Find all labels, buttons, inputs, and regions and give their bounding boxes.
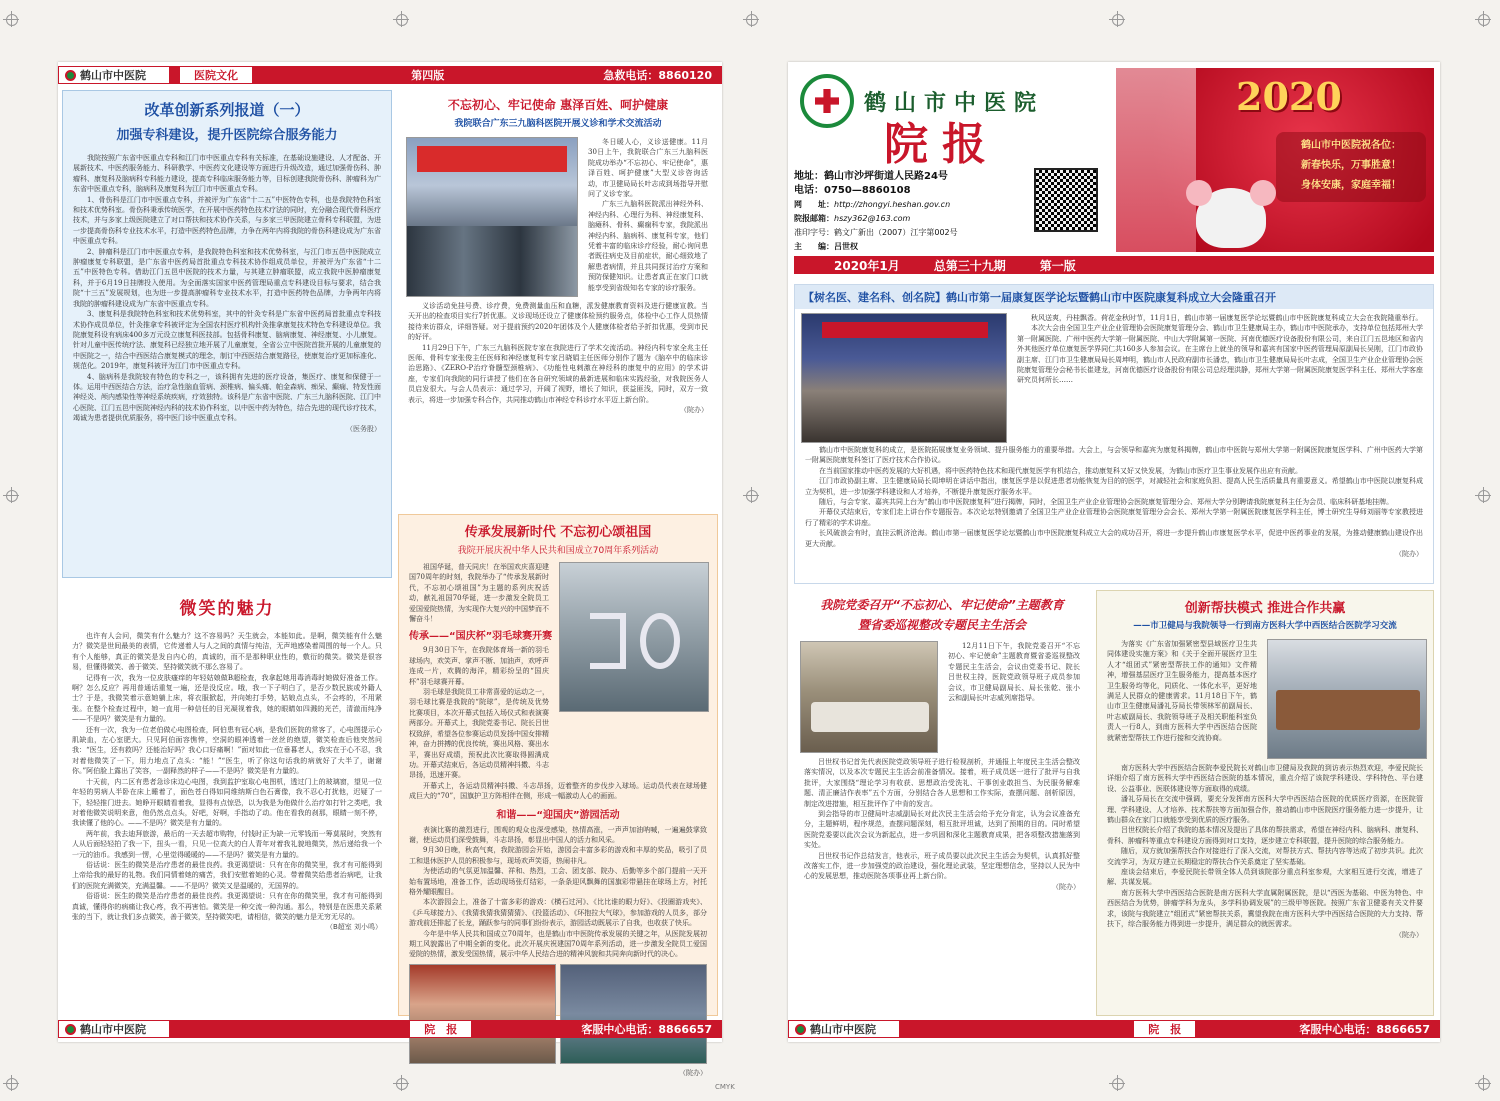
section-heading: 和谐——“迎国庆”游园活动 (496, 809, 620, 821)
article-body (938, 641, 1090, 753)
paragraph: 到会指导的市卫健局叶志威副局长对此次民主生活会给予充分肯定，认为会议准备充分，主题鲜明，程序规范，查摆问题深刻，相互批评坦诚，达到了预期的目的。同时希望医院党委要以此次会议为新起点，进一步巩固和深化主题教育成果，把各项整改措施落到实处。 (804, 810, 1080, 850)
article-title: 传承发展新时代 不忘初心颂祖国 (464, 525, 652, 540)
crop-mark-icon (746, 490, 758, 502)
paragraph: 为落实《广东省加强紧密型县域医疗卫生共同体建设实施方案》和《关于全面开展医疗卫生人才“组团式”紧密型帮扶工作的通知》文件精神，增强基层医疗卫生服务能力，提高基本医疗卫生服务均等化，同质化、一体化水平，更好地满足人民群众的健康需求。11月18日下午，鹤山市卫生健康局潘礼芬局长带领林军前副局长、叶志威副局长、我院领导班子及相关职能科室负责人一行8人，到南方医科大学中西医结合医院就紧密型帮扶工作进行接和交流协商。 (1107, 640, 1257, 742)
paper-title: 院报 (884, 119, 1000, 170)
paragraph: 冬日暖人心，义诊送健康。11月30日上午，我院联合广东三九脑科医院成功举办“不忘初心、牢记使命”，惠泽百姓、呵护健康”大型义诊咨询活动，市卫健局局长叶志成到场指导并慰问了义诊专家。 (588, 138, 708, 199)
article-title: 我院党委召开“不忘初心、牢记使命”主题教育 (820, 598, 1064, 612)
article-free-clinic (398, 90, 718, 508)
issue-bar (794, 256, 1434, 274)
paragraph: 本次大会由全国卫生产业企业管理协会医院康复管理分会、鹤山市卫生健康局主办，鹤山市中医院承办，支持单位包括郑州大学第一附属医院、广州中医药大学第一附属医院、中山大学附属第一医院、河南优德医疗设备股份有限公司，来自江门五邑地区和省内外其他医疗单位康复医学界同仁共160多人参加会议。在主席台上就坐的领导和嘉宾有国家中医药管理局原副局长吴刚，江门市政协副主席、江门市卫生健康局局长周坤明，鹤山市人民政府副市长潘忠，鹤山市卫生健康局局长叶志成，全国卫生产业企业管理协会医院康复管理分会秘书长崔建龙，河南优德医疗设备股份有限公司总经理洪静，郑州大学第一附属医院康复医学科主任、郑州大学客座研究员何所长…… (1017, 324, 1423, 385)
article-body (62, 631, 392, 922)
paragraph: 鹤山市中医院康复科的成立，是医院拓展康复业务领域、提升服务能力的重要举措。大会上，与会领导和嘉宾为康复科揭牌，鹤山市中医院与郑州大学第一附属医院康复医学科、广州中医药大学第一附属医院康复科签订了医疗技术合作协议。 (805, 446, 1423, 465)
hospital-emblem-icon (800, 74, 854, 128)
issue-edition: 第一版 (1039, 258, 1076, 273)
article-body (399, 781, 717, 802)
article-source: （院办） (1052, 882, 1080, 891)
crop-mark-icon (1478, 14, 1490, 26)
mouse-mascot-icon (1196, 188, 1266, 248)
qr-code-icon[interactable] (1034, 168, 1098, 232)
paragraph: 4、脑病科是我院较有特色的专科之一，该科拥有先进的医疗设备，集医疗、康复和保健于一体。运用中西医结合方法，治疗急性脑血管病、颈椎病、偏头痛、帕金森病、痴呆、癫痫、特发性面神经炎、颅内感染性等神经系统疾病，疗效独特。该科是广东省中医院、广东三九脑科医院、江门中心医院、江门五邑中医院神经内科的技术协作科室，以中医中药为特色，结合先进的现代诊疗技术，竭诚为患者提供优质服务，将中医门诊中医重点专科。 (73, 372, 381, 423)
badminton-match-photo (560, 964, 707, 1064)
article-body (1097, 639, 1267, 759)
article-source: （院办） (1395, 550, 1423, 559)
paragraph: 表演比赛的激烈进行，围观的观众也深受感染，热情高涨，一声声加油呐喊，一遍遍鼓掌致谢，使运动员们深受鼓舞，斗志昂扬，彰显出中国人的活力和风采。 (409, 825, 707, 844)
article-title: 【树名医、建名科、创名院】鹤山市第一届康复医学论坛暨鹤山市中医院康复科成立大会隆重召开 (795, 285, 1433, 309)
paragraph: 2、肿瘤科是江门市中医重点专科，是我院特色科室和技术优势科室，与江门市五邑中医院成立肿瘤康复专科联盟，是广东省中医药局首批重点专科技术协作组成员单位，并被评为广东省“十二五”中医特色专科。借助江门五邑中医院的技术力量，与其建立肿瘤联盟，成立我院中医肿瘤康复科，并于6月19日挂牌投入使用。为全面落实国家中医药管理局重点专科建设目标与要求，结合我院“十三五”发展规划，也为进一步提高肿瘤科专业技术水平，打造中医药特色品牌，力争两年内将我院的肿瘤科建设成为广东省中医重点专科。 (73, 247, 381, 308)
crop-mark-icon (1112, 1078, 1124, 1090)
paragraph: 9月30日下午，在我院体育场一新的羽毛球场内，欢笑声、掌声不断、加油声，欢呼声连成一片，欢腾的海洋，精彩纷呈的“国庆杯”羽毛球赛开幕。 (409, 646, 549, 686)
crop-mark-icon (1112, 14, 1124, 26)
color-bar-label: CMYK (715, 1083, 735, 1091)
article-party-meeting (794, 590, 1090, 1016)
paragraph: 为使活动的气氛更加温馨、祥和、热烈，工会、团支部、院办、后勤等多个部门提前一天开始布置场地，准备工作，活动现场张灯结彩，一条条迎风飘舞的国旗彩带悬挂在球场上方，衬托格外耀眼醒目。 (409, 867, 707, 896)
paragraph: 广东三九脑科医院派出神经外科、神经内科、心理行为科、神经康复科、脑瘫科、骨科、癫痫科专家，我院派出神经内科、脑病科、康复科专家，他们凭着丰富的临床诊疗经验，耐心询问患者既往病史及目前症状，耐心细致地了解患者病情，并且共同探讨治疗方案和预防保健知识。让患者真正在家门口就能享受到省级知名专家的诊疗服务。 (588, 200, 708, 292)
paragraph: 俗语说：医生的微笑是治疗患者的最佳良药。我更渴望说：只有在你的微笑里，我才有可能得到真诚，懂得你的病痛让我心疼，我不再害怕。微笑是一种交流一种沟通。那么，特别是在医患关系紧张的当下，就让我们多点微笑，善于微笑，坚持微笑吧，请相信，微笑的魅力是无穷无尽的。 (72, 892, 382, 921)
article-body (399, 645, 559, 780)
article-source: （B超室 刘小鸣） (325, 923, 382, 932)
paragraph: 南方医科大学中西医结合医院李爱民院长对鹤山市卫健局及我院的到访表示热烈欢迎，李爱民院长详细介绍了南方医科大学中西医结合医院的基本情况，重点介绍了该院学科建设、学科特色、平台建设、公益事业、医联体建设等方面取得的成绩。 (1107, 764, 1423, 793)
emergency-hotline: 急救电话：8860120 (603, 69, 712, 82)
paragraph: 本次游园会上，准备了十富多彩的游戏：《横石过河》、《比比谁的眼力好》、《投圈游戏夹》、《乒乓球接力》、《我猜我猜我猜猜猜》、《投篮活动》、《环抱拉大气球》，参加游戏的人员多，部分游戏前还排起了长龙，踊跃参与的同事们纷纷表示，游园活动既展示了自我，也收获了快乐。 (409, 898, 707, 928)
article-rehab-forum (794, 284, 1434, 584)
crop-mark-icon (396, 14, 408, 26)
masthead-info: 地址：鹤山市沙坪街道人民路24号 电话：0750—8860108 网 址：http://zhongyi.heshan.gov.cn 院报邮箱：hszy362@163.com 准印字号：鹤文广新出（2007）江字第002号 主 编：吕世权 (794, 170, 958, 254)
paragraph: 也许有人会问，微笑有什么魅力？这不容易吗？天生就会，本能如此。是啊，微笑能有什么魅力？微笑是世间最美的表情，它传递着人与人之间的真情与纯洁，无声地感染着周围的每一个人。只有个人能够，真正的微笑是发自内心的，真诚的，而不是那种职业性的，敷衍的微笑。微笑是很容易，但懂得微笑、善于微笑、坚持微笑就不那么容易了。 (72, 632, 382, 672)
hospital-logo-icon (65, 70, 76, 81)
paragraph: 还有一次，我为一位老伯做心电图检查，阿伯患有冠心病，是我们医院的常客了，心电图提示心肌缺血，左心室肥大。只见阿伯面容憔悴，空洞的眼神透着一丝丝的绝望，微笑检查后他突然问我：“医生，还有救吗？还能治好吗？我心口好痛啊！”面对如此一位垂暮老人，我实在于心不忍，我对着他微笑了一下，用力地点了点头：“能！”“医生，听了你这句话我的病就好了大半了，谢谢你。”阿伯脸上露出了笑容，一副释然的样子——不是吗？微笑是有力量的。 (72, 725, 382, 776)
website[interactable]: http://zhongyi.heshan.gov.cn (834, 200, 951, 209)
paragraph: 随后，双方就加强帮扶合作对接进行了深入交流，对帮扶方式、帮扶内容等达成了初步共识。此次交流学习，为双方建立长期稳定的帮扶合作关系奠定了坚实基础。 (1107, 847, 1423, 866)
paragraph: 11月29日下午，广东三九脑科医院专家在我院进行了学术交流活动。神经内科专家全兆主任医师、骨科专家张俊主任医师和神经康复科专家吕晓娟主任医师分别作了题为《脑卒中的临床诊治思路》、《ZERO-P治疗脊髓型颈椎病》、《功能性电刺激在神经科的康复中的应用》的学术讲座，专家们向我院的同行讲授了他们在各自研究领域的最新进展和临床实践经验，对我院医务人员启发很大。与会人员表示：通过学习，开阔了视野，增长了知识，获益匪浅，同时，双方一致表示，将进一步加强专科合作，共同推动鹤山市神经专科诊疗水平迈上新台阶。 (408, 343, 708, 404)
paragraph: 开幕仪式结束后，专家们走上讲台作专题报告。本次论坛特别邀请了全国卫生产业企业管理协会医院康复管理分会会长、郑州大学第一附属医院康复医学科主任，博士研究生导师刘丽等专家教授进行了精彩的学术讲座。 (805, 508, 1423, 527)
crop-mark-icon (6, 14, 18, 26)
editor: 主 编：吕世权 (794, 242, 858, 251)
section-heading: 传承——“国庆杯”羽毛球赛开赛 (409, 631, 553, 643)
article-title: 不忘初心、牢记使命 惠泽百姓、呵护健康 (447, 98, 669, 112)
article-body (1007, 313, 1433, 443)
paragraph: 随后，与会专家、嘉宾共同上台为“鹤山市中医院康复科”进行揭牌，同时，全国卫生产业企业管理协会医院康复管理分会、郑州大学分别聘请我院康复科主任为会员、临床科研基地挂牌。 (819, 498, 1394, 507)
crop-mark-icon (746, 14, 758, 26)
phone: 电话：0750—8860108 (794, 185, 911, 196)
crop-mark-icon (6, 490, 18, 502)
page-one (788, 62, 1440, 1042)
header-logo: 鹤山市中医院 (58, 66, 170, 84)
article-title: 改革创新系列报道（一） (144, 101, 310, 119)
paragraph: 3、康复科是我院特色科室和技术优势科室，其中的针灸专科是广东省中医药局首批重点专科技术协作成员单位，针灸推拿专科被评定为全国农村医疗机构针灸推拿康复技术特色专科建设单位。我院康复科设有病床400多万元设立康复科医技部。包括骨科康复、脑病康复、神经康复、小儿康复。针对儿童中医传统疗法、康复科已经独立地开展了儿童康复，全省公立中医院首批开展的儿童康复的中医院之一，结合中西医结合康复模式的理念，制订中西医结合康复路径，使康复治疗更加标准化、规范化。2019年，康复科被评为江门市中医重点专科。 (73, 310, 381, 371)
article-specialty-building (62, 90, 392, 578)
article-body (63, 153, 391, 424)
badminton-formation-photo (559, 562, 709, 712)
paragraph: 12月11日下午，我院党委召开“不忘初心、牢记使命”主题教育暨省委巡视整改专题民主生活会，会议由党委书记、院长吕世权主持，医院党政领导班子成员参加会议，市卫健局副局长、局长张乾、张小云和副局长叶志威列席指导。 (948, 642, 1080, 703)
paragraph: 潘礼芬局长在交流中强调，要充分发挥南方医科大学中西医结合医院的优质医疗资源，在医院管理、学科建设、人才培养、技术帮扶等方面加强合作，推动鹤山市中医院医疗服务能力进一步提升，让鹤山群众在家门口就能享受到优质的医疗服务。 (1107, 795, 1423, 825)
article-subtitle: 我院联合广东三九脑科医院开展义诊和学术交流活动 (454, 119, 662, 129)
address: 地址：鹤山市沙坪街道人民路24号 (794, 171, 948, 182)
article-body (578, 137, 718, 297)
page-footer: 鹤山市中医院 院 报 客服中心电话：8866657 (788, 1020, 1440, 1038)
article-body (1097, 763, 1433, 930)
article-source: （院办） (680, 406, 708, 415)
page-four (58, 62, 722, 1077)
paragraph: 记得有一次，我为一位皮肤瘙痒的年轻姑娘做B超检查，我拿起她用毒消毒时她做好准备工作。啊？怎么反应？再用普通话重复一遍，还是没反应。哦，我一下子明白了，是否少数民族或外籍人士？于是，我微笑着示意她躺上床，将衣服掀起，并向她打手势，姑娘点点头，不会疼的，不用紧张。在整个检查过程中，她一直用一种信任的目光凝视着我，她的眼睛如四溅的光芒，清澈而纯净——不是吗？微笑是有力量的。 (72, 673, 382, 724)
paragraph: 吕世权书记首先代表医院党政领导班子进行检视剖析，并通报上年度民主生活会整改落实情况，以及本次专题民主生活会前准备情况。接着，班子成员逐一进行了批评与自我批评，大家围绕“理论学习有收获、思想政治受洗礼、干事创业敢担当、为民服务解难题、清正廉洁作表率”五个方面，分别结合各人思想和工作实际，查摆问题、剖析原因，制定改进措施，相互批评作了中肯的发言。 (804, 758, 1080, 808)
article-title: 加强专科建设，提升医院综合服务能力 (116, 128, 338, 143)
hospital-logo-icon (65, 1024, 76, 1035)
service-hotline: 客服中心电话：8866657 (581, 1023, 712, 1036)
article-body (399, 825, 717, 960)
article-source: （医务股） (346, 424, 381, 433)
paragraph: 南方医科大学中西医结合医院是南方医科大学直属附属医院，是以“西医为基础、中医为特色、中西医结合为优势，肿瘤学科为龙头，多学科协调发展”的三级甲等医院。按照广东省卫健委有关文件要求，该院与我院建立“组团式”紧密帮扶关系，冀望我院在南方医科大学中西医结合医院的大力支持、帮扶下，综合服务能力得到进一步提升，满足群众的就医需求。 (1107, 888, 1423, 929)
paragraph: 9月30日晚，秋高气爽，我院游园会开始，游园会丰富多彩的游戏和丰厚的奖品，吸引了员工和退休医护人员的积极参与，现场欢声笑语，热闹非凡。 (409, 846, 707, 865)
issue-total: 总第三十九期 (933, 258, 1006, 273)
paragraph: 江门市政协副主席、卫生健康局局长周坤明在讲话中指出，康复医学是以促进患者功能恢复为目的的医学，对减轻社会和家庭负担、提高人民生活质量具有重要意义。希望鹤山市中医院以康复科成立为契机，进一步加强学科建设和人才培养，不断提升康复医疗服务水平。 (805, 477, 1423, 496)
issue-date: 2020年1月 (834, 258, 900, 273)
article-body (399, 562, 559, 624)
paragraph: 长风破浪会有时，直挂云帆济沧海。鹤山市第一届康复医学论坛暨鹤山市中医院康复科成立大会的成功召开，将进一步提升鹤山市康复医学水平，促进中医药事业的发展，为推动健康鹤山建设作出更大贡献。 (805, 529, 1423, 548)
forum-group-photo (801, 313, 1007, 443)
paragraph: 祖国华诞，普天同庆！在举国欢庆喜迎建国70周年的时刻，我院举办了“传承发展新时代，不忘初心颂祖国”为主题的系列庆祝活动，献礼祖国70华诞，进一步激发全院员工爱国爱院热情，为实现作大复兴的中国梦而不懈奋斗！ (409, 563, 549, 624)
crop-mark-icon (6, 1078, 18, 1090)
email[interactable]: hszy362@163.com (834, 214, 911, 223)
paragraph: 两年前，我去迪拜旅游，最后的一天去超市购物，付钱时正为缺一元零钱而一筹莫展时，突然有人从后面轻轻拍了我一下，扭头一看，只见一位高大的白人青年对着我礼貌地微笑，然后递给我一个一元的油币。我感到一愣，心里觉得暖暖的——不是吗？微笑是有力量的。 (72, 829, 382, 859)
paragraph: 俗话说：医生的微笑是治疗患者的最佳良药。我更渴望说：只有在你的微笑里，我才有可能得到上帝给我的最好的礼物。我们同情着她的痛苦，我们安慰着她的心灵。带着微笑给患者治病吧，让我们的医院充满微笑，充满温馨。——不是吗？微笑又是温暖的，无国界的。 (72, 860, 382, 890)
paragraph: 1、骨伤科是江门市中医重点专科，并被评为广东省“十二五”中医特色专科，也是我院特色科室和技术优势科室。骨伤科秉承传统医学，在开展中医药特色技术疗法的同时，充分融合现代骨科医疗技术，并与多家上级医院建立了对口帮扶和技术协作关系，与多家三甲医院建立骨科专科联盟，为进一步提高骨伤科专业技术水平，打造中医药特色品牌，力争在两年内将我院的骨伤科建设成为广东省中医重点专科。 (73, 195, 381, 246)
article-assistance-model (1096, 590, 1434, 1016)
paragraph: 义诊活动免挂号费、诊疗费，免费测量血压和血糖，派发健康教育资料及进行健康宣教。当天开出的检查项目实行7折优惠。义诊现场还设立了健康体检预约服务点，体检中心工作人员热情接待来访群众，详细答疑。对于提前预约2020年团体及个人健康体检者给予折扣优惠，受到市民的好评。 (408, 302, 708, 342)
exchange-visit-photo (1267, 639, 1427, 759)
paragraph: 秋风送爽，丹桂飘香。荷花金秋时节，11月1日，鹤山市第一届康复医学论坛暨鹤山市中医院康复科成立大会在我院隆重举行。 (1031, 314, 1423, 322)
section-name: 医院文化 (180, 67, 252, 83)
greeting-box: 鹤山市中医院祝各位： 新春快乐，万事胜意！ 身体安康，家庭幸福！ (1276, 132, 1426, 202)
article-subtitle: ——市卫健局与我院领导一行到南方医科大学中西医结合医院学习交流 (1133, 621, 1397, 631)
paragraph: 我院按照广东省中医重点专科和江门市中医重点专科有关标准，在基础设施建设、人才配备、开展新技术、中医药服务能力、科研教学、中医药文化建设等方面进行升级改造，通过加强骨伤科、肿瘤科、康复科及脑病科专科能力建设，提高专科临床服务能力等，目标创建我院骨伤科、肿瘤科为广东省中医重点专科，脑病科及康复科为江门市中医重点专科。 (73, 154, 381, 194)
article-title: 暨省委巡视整改专题民主生活会 (857, 618, 1026, 632)
hospital-name: 鹤山市中医院 (864, 89, 1045, 116)
article-smile (62, 584, 392, 1016)
paragraph: 开幕式上，各运动员精神抖擞、斗志昂扬，迈着整齐的步伐步入球场。运动员代表在球场健成巨大的“70”，国旗护卫方阵相伴在侧，形成一幅激动人心的画面。 (409, 781, 707, 801)
paragraph: 在当前国家推动中医药发展的大好机遇，将中医药特色技术和现代康复医学有机结合，推动康复科又好又快发展，为鹤山市医疗卫生事业发展作出应有贡献。 (819, 466, 1302, 475)
article-source: （院办） (1395, 930, 1423, 939)
article-body (795, 445, 1433, 549)
crop-mark-icon (1478, 490, 1490, 502)
article-title: 创新帮扶模式 推进合作共赢 (1184, 601, 1346, 616)
page-header (58, 66, 722, 84)
print-permit: 准印字号：鹤文广新出（2007）江字第002号 (794, 228, 958, 237)
service-hotline: 客服中心电话：8866657 (1299, 1023, 1430, 1036)
paragraph: 羽毛球是我院员工非常喜爱的运动之一，羽毛球比赛是我院的“院球”，是传统及优势比赛项目，本次开幕式包括入场仪式和表演赛两部分。开幕式上，我院党委书记、院长吕世权致辞，希望各位参赛运动员发扬中国女排精神，奋力拼搏的优良传统，赛出风格、赛出水平，赛出好成绩，预祝此次比赛取得圆满成功。开幕式结束后，各运动员精神抖擞、斗志昂扬，迅速开赛。 (409, 688, 549, 780)
page-footer: 鹤山市中医院 院 报 客服中心电话：8866657 (58, 1020, 722, 1038)
article-subtitle: 我院开展庆祝中华人民共和国成立70周年系列活动 (457, 546, 659, 556)
paragraph: 座谈会结束后，李爱民院长带领全体人员到该院部分重点科室参观，大家相互进行交流，增进了解、共谋发展。 (1107, 868, 1423, 887)
paper-name: 院 报 (410, 1021, 471, 1037)
paper-name: 院 报 (1134, 1021, 1195, 1037)
article-body (398, 301, 718, 405)
clinic-photo (406, 137, 578, 297)
paragraph: 吕世权书记作总结发言，他表示，班子成员要以此次民主生活会为契机，认真抓好整改落实工作，进一步加强党的政治建设，强化理论武装，坚定理想信念，坚持以人民为中心的发展思想，推动医院各项事业再上新台阶。 (804, 851, 1080, 881)
meeting-photo (800, 641, 938, 753)
article-body (794, 757, 1090, 882)
crop-mark-icon (1478, 1078, 1490, 1090)
paragraph: 吕世权院长介绍了我院的基本情况及提出了具体的帮扶需求，希望在神经内科、脑病科、康复科、骨科、肿瘤科等重点专科建设方面得到对口支持，逐步建立专科联盟，提升医院的综合服务能力。 (1107, 826, 1423, 845)
garden-party-photo (409, 964, 556, 1064)
paragraph: 十天前，内二区有患者急诊床边心电图，我到监护室取心电图机，透过门上的玻璃窗，望见一位年轻的男病人半卧在床上睡着了，面色苍白得如同维纳斯白色石膏像，我不忍心打扰他，迟疑了一下，轻轻推门进去。她睁开眼睛看着我，显得有点惊恐，以为我是为他做什么治疗如打针之类吧，我对着他微笑说明来意，他仍然点点头，好吧，好啊，手指动了动。他在看我的刹那，眼睛一刻不停，我读懂了他的心。——不是吗？微笑是有力量的。 (72, 777, 382, 828)
article-title: 微笑的魅力 (179, 599, 275, 619)
article-source: （院办） (679, 1068, 707, 1077)
banner-year: 2020 (1236, 74, 1342, 119)
crop-mark-icon (396, 1078, 408, 1090)
page-number: 第四版 (411, 69, 445, 82)
hospital-logo-icon (795, 1024, 806, 1035)
paragraph: 今年是中华人民共和国成立70周年，也是鹤山市中医院传承发展的关键之年，从医院发展初期工风貌露出了中期全新的变化。此次开展庆祝建国70周年系列活动，进一步激发全院员工爱国爱院的热情，激发受国热情，展示中华人民结合进的精神风貌和共同奔向新时代的决心。 (409, 929, 707, 959)
masthead (794, 68, 1434, 252)
new-year-banner (1116, 68, 1434, 252)
